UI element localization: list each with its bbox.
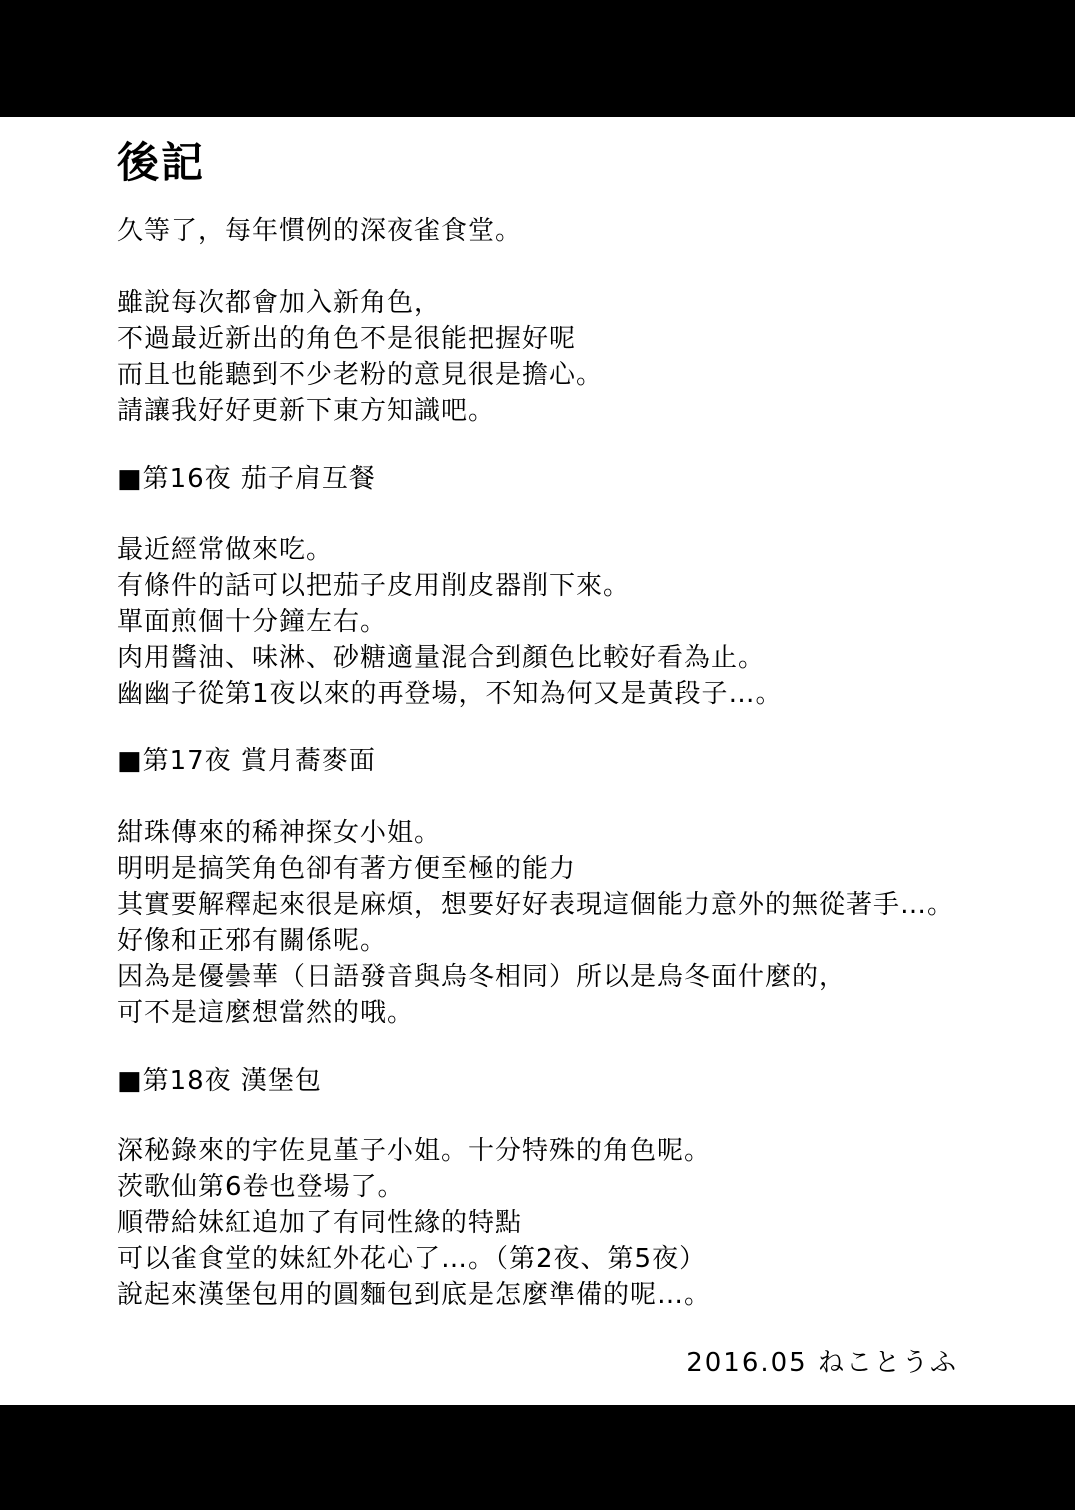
section18-line: 順帶給妹紅追加了有同性緣的特點 xyxy=(117,1208,523,1238)
paragraph-line: 雖說每次都會加入新角色， xyxy=(117,288,442,318)
section18-line: 說起來漢堡包用的圓麵包到底是怎麼準備的呢…。 xyxy=(117,1280,712,1310)
section17-line: 明明是搞笑角色卻有著方便至極的能力 xyxy=(117,854,577,884)
bottom-black-bar xyxy=(0,1405,1075,1510)
section18-line: 可以雀食堂的妹紅外花心了…。（第2夜、第5夜） xyxy=(117,1244,707,1274)
section17-line: 因為是優曇華（日語發音與烏冬相同）所以是烏冬面什麼的， xyxy=(117,962,847,992)
section-heading-16: ■第16夜 茄子肩互餐 xyxy=(117,464,376,494)
section16-line: 幽幽子從第1夜以來的再登場，不知為何又是黃段子…。 xyxy=(117,679,783,709)
page-title: 後記 xyxy=(117,138,206,187)
section17-line: 好像和正邪有關係呢。 xyxy=(117,926,388,956)
signature-date: 2016.05 ねことうふ xyxy=(686,1348,958,1378)
section-heading-18: ■第18夜 漢堡包 xyxy=(117,1066,322,1096)
paragraph-line: 而且也能聽到不少老粉的意見很是擔心。 xyxy=(117,360,604,390)
section18-line: 深秘錄來的宇佐見堇子小姐。十分特殊的角色呢。 xyxy=(117,1136,712,1166)
top-black-bar xyxy=(0,0,1075,117)
intro-line: 久等了，每年慣例的深夜雀食堂。 xyxy=(117,216,523,246)
section16-line: 肉用醬油、味淋、砂糖適量混合到顏色比較好看為止。 xyxy=(117,643,766,673)
paragraph-line: 不過最近新出的角色不是很能把握好呢 xyxy=(117,324,577,354)
section17-line: 其實要解釋起來很是麻煩，想要好好表現這個能力意外的無從著手…。 xyxy=(117,890,955,920)
paragraph-line: 請讓我好好更新下東方知識吧。 xyxy=(117,396,496,426)
section16-line: 最近經常做來吃。 xyxy=(117,535,334,565)
section-heading-17: ■第17夜 賞月蕎麥面 xyxy=(117,746,376,776)
section16-line: 有條件的話可以把茄子皮用削皮器削下來。 xyxy=(117,571,631,601)
section17-line: 可不是這麼想當然的哦。 xyxy=(117,998,415,1028)
section17-line: 紺珠傳來的稀神探女小姐。 xyxy=(117,818,442,848)
section18-line: 茨歌仙第6卷也登場了。 xyxy=(117,1172,405,1202)
section16-line: 單面煎個十分鐘左右。 xyxy=(117,607,388,637)
